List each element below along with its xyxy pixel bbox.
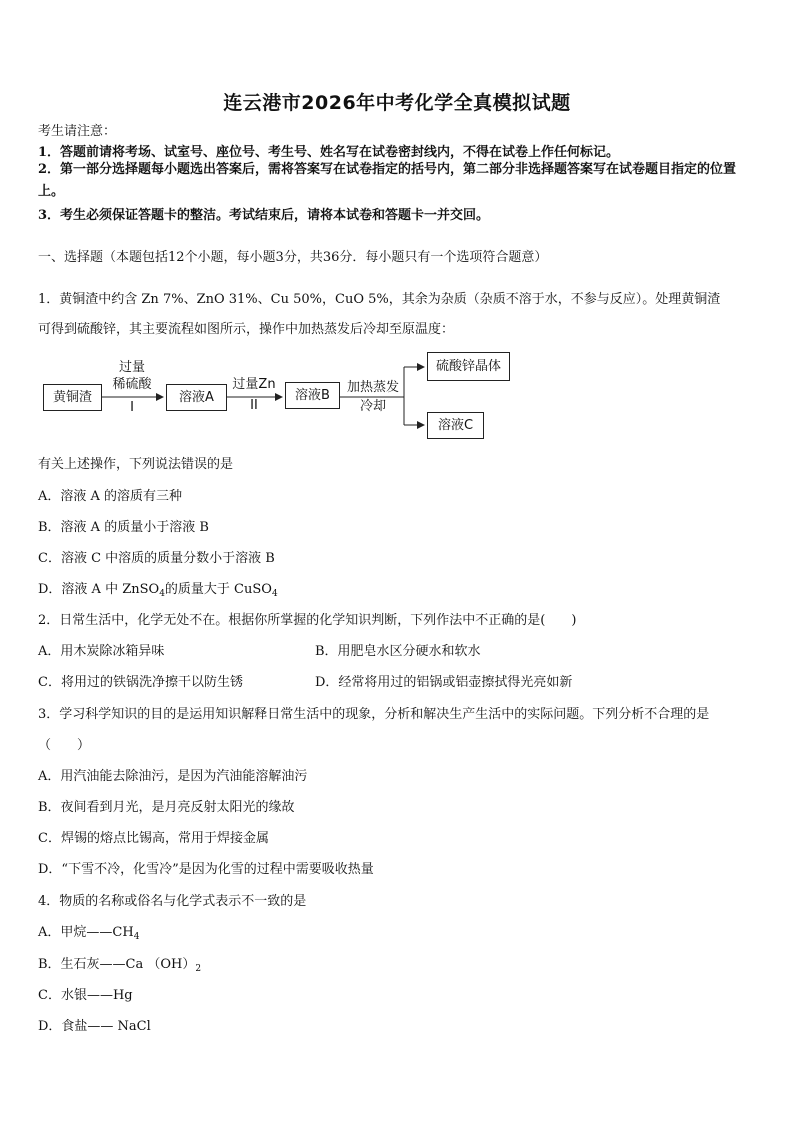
q3-option-a: A．用汽油能去除油污，是因为汽油能溶解油污	[38, 769, 308, 784]
q2-stem: 2．日常生活中，化学无处不在。根据你所掌握的化学知识判断，下列作法中不正确的是( )	[38, 613, 577, 628]
section-heading: 一、选择题（本题包括12个小题，每小题3分，共36分．每小题只有一个选项符合题意）	[38, 250, 548, 265]
q1-option-c: C．溶液 C 中溶质的质量分数小于溶液 B	[38, 551, 275, 566]
flow-box-solution-a: 溶液A	[166, 384, 227, 411]
q1-option-d-part1: D．溶液 A 中 ZnSO	[38, 582, 160, 597]
q1-option-a: A．溶液 A 的溶质有三种	[38, 489, 183, 504]
notice-item-1: 1．答题前请将考场、试室号、座位号、考生号、姓名写在试卷密封线内，不得在试卷上作任何标记。	[38, 145, 620, 160]
step1-label-top: 过量	[118, 360, 145, 375]
step1-label-mid: 稀硫酸	[112, 377, 152, 392]
notice-heading: 考生请注意：	[38, 124, 117, 139]
notice-item-3: 3．考生必须保证答题卡的整洁。考试结束后，请将本试卷和答题卡一并交回。	[38, 208, 490, 223]
step2-label-num: II	[250, 398, 258, 413]
q2-option-c: C．将用过的铁锅洗净擦干以防生锈	[38, 675, 243, 690]
q4-option-c: C．水银——Hg	[38, 988, 133, 1003]
q1-option-d	[38, 578, 278, 597]
step2-label-top: 过量Zn	[232, 377, 276, 392]
q1-stem-line2: 可得到硫酸锌，其主要流程如图所示，操作中加热蒸发后冷却至原温度：	[38, 322, 455, 337]
q1-question: 有关上述操作，下列说法错误的是	[38, 457, 234, 472]
q4-option-a	[38, 921, 139, 940]
q3-option-d: D．“下雪不冷，化雪冷”是因为化雪的过程中需要吸收热量	[38, 862, 374, 877]
step1-label-num: I	[130, 400, 134, 415]
q4-option-d: D．食盐—— NaCl	[38, 1019, 151, 1034]
q2-option-d: D．经常将用过的铝锅或铝壶擦拭得光亮如新	[315, 675, 573, 690]
q4-option-a-text: A．甲烷——CH	[38, 925, 134, 940]
flow-box-solution-c: 溶液C	[427, 412, 484, 439]
q3-stem-line2: （ ）	[38, 738, 91, 753]
page-title: 连云港市2026年中考化学全真模拟试题	[223, 92, 571, 114]
flow-box-solution-b: 溶液B	[285, 382, 340, 409]
q2-option-a: A．用木炭除冰箱异味	[38, 644, 165, 659]
step3-label-top: 加热蒸发	[346, 380, 399, 395]
step3-label-bottom: 冷却	[359, 399, 386, 414]
q1-option-d-sub1: 4	[159, 589, 165, 599]
q4-option-b-text: B．生石灰——Ca （OH）	[38, 957, 196, 972]
q3-option-b: B．夜间看到月光，是月亮反射太阳光的缘故	[38, 800, 295, 815]
flow-box-zinc-sulfate-crystal: 硫酸锌晶体	[427, 352, 510, 381]
q1-option-b: B．溶液 A 的质量小于溶液 B	[38, 520, 209, 535]
notice-item-2: 2．第一部分选择题每小题选出答案后，需将答案写在试卷指定的括号内，第二部分非选择题答案写在试卷题目指定的位置上。	[38, 162, 737, 199]
q1-option-d-part2: 的质量大于 CuSO	[164, 582, 272, 597]
q4-stem: 4．物质的名称或俗名与化学式表示不一致的是	[38, 894, 307, 909]
q4-option-b-sub: 2	[195, 964, 202, 974]
q1-stem-line1: 1．黄铜渣中约含 Zn 7%、ZnO 31%、Cu 50%，CuO 5%，其余为杂质（杂质不溶于水，不参与反应）。处理黄铜渣	[38, 292, 721, 307]
q4-option-a-sub: 4	[133, 932, 140, 942]
q3-option-c: C．焊锡的熔点比锡高，常用于焊接金属	[38, 831, 269, 846]
flow-box-brass-slag: 黄铜渣	[43, 384, 102, 411]
q2-option-b: B．用肥皂水区分硬水和软水	[315, 644, 481, 659]
q4-option-b	[38, 953, 201, 972]
q3-stem-line1: 3．学习科学知识的目的是运用知识解释日常生活中的现象，分析和解决生产生活中的实际问题。下列分析不合理的是	[38, 707, 710, 722]
q1-option-d-sub2: 4	[271, 589, 278, 599]
